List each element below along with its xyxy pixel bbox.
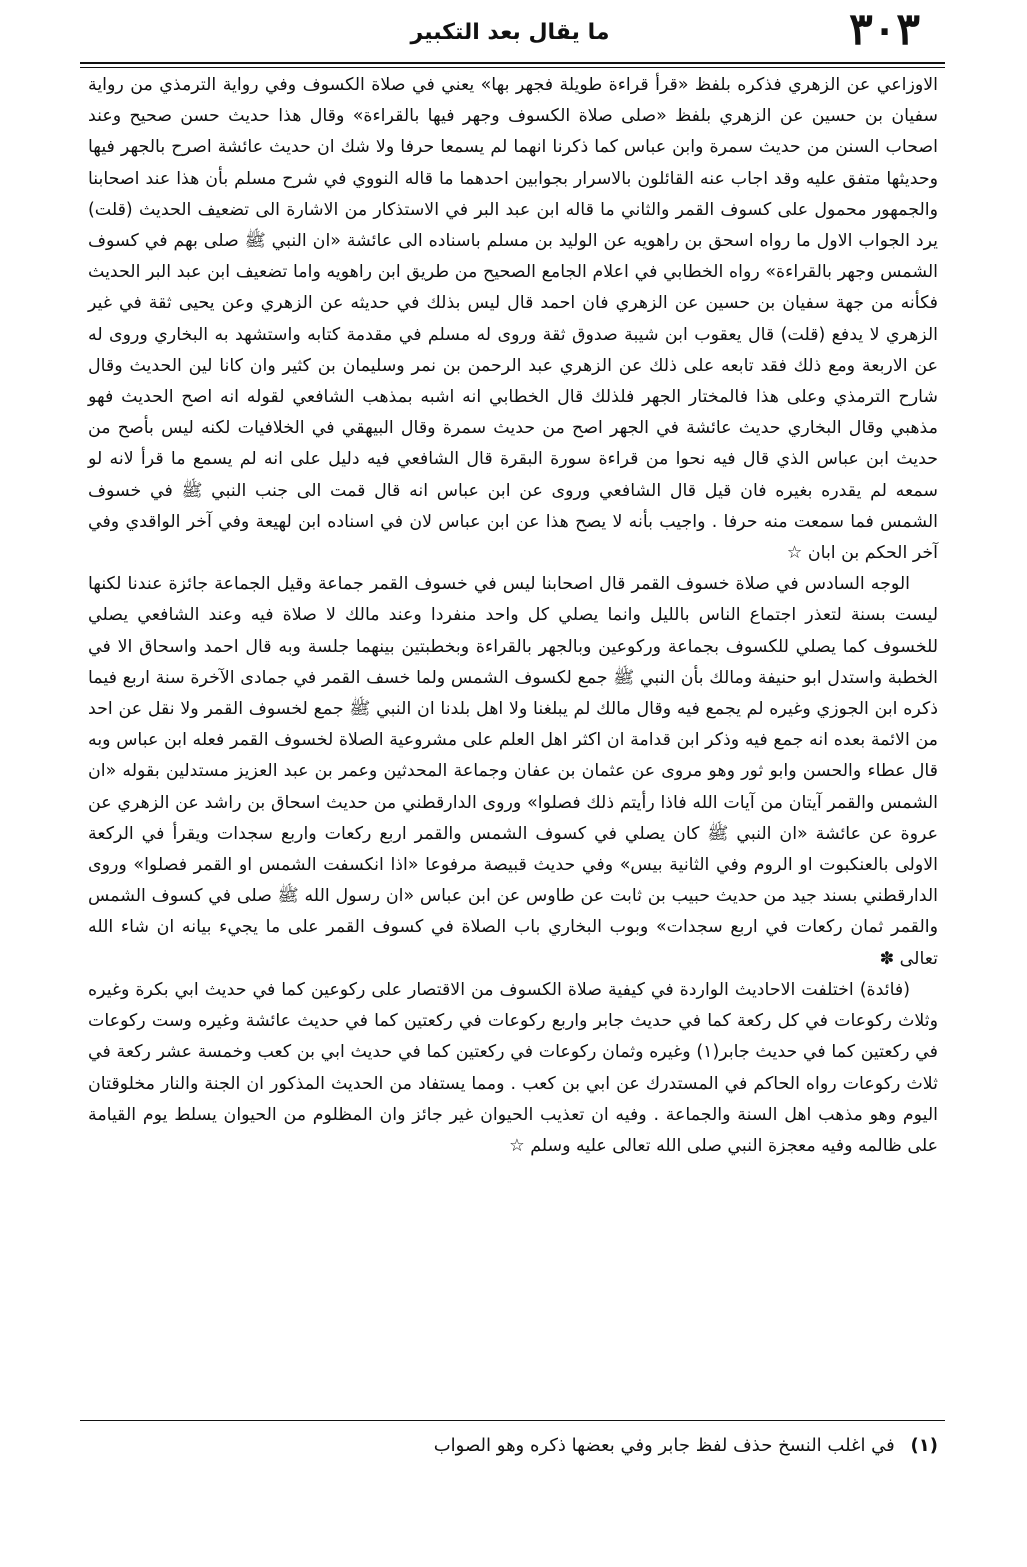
paragraph-1: الاوزاعي عن الزهري فذكره بلفظ «قرأ قراءة طويلة فجهر بها» يعني في صلاة الكسوف وفي رواية الترمذي من رواية سفيان بن حسين عن الزهري بلفظ «صلى صلاة الكسوف وجهر فيها بالقراءة» وقال هذا حديث حسن صحيح وعند اصحاب السنن من حديث سمرة وابن عباس كما ذكرنا انهما لم يسمعا حرفا ولا شك ان حديث عائشة اصرح بالجهر فيها وحديثها متفق عليه وقد اجاب عنه القائلون بالاسرار بجوابين احدهما ما قاله النووي في شرح مسلم بأن هذا عند اصحابنا والجمهور محمول على كسوف القمر والثاني ما قاله ابن عبد البر في الاستذكار من الاشارة الى تضعيف الحديث (قلت) يرد الجواب الاول ما رواه اسحق بن راهويه عن الوليد بن مسلم باسناده الى عائشة «ان النبي ﷺ صلى بهم في كسوف الشمس وجهر بالقراءة» رواه الخطابي في اعلام الجامع الصحيح من طريق ابن راهويه واما تضعيف ابن عبد البر الحديث فكأنه من جهة سفيان بن حسين عن الزهري فان احمد قال ليس بذلك في حديثه عن الزهري وعن يحيى ثقة في غير الزهري لا يدفع (قلت) قال يعقوب ابن شيبة صدوق ثقة وروى له مسلم في مقدمة كتابه واستشهد به البخاري وروى له عن الاربعة ومع ذلك فقد تابعه على ذلك عن الزهري عبد الرحمن بن نمر وسليمان بن كثير وان كانا لين الحديث وقال شارح الترمذي وعلى هذا فالمختار الجهر فلذلك قال الخطابي انه اشبه بمذهب الشافعي لقوله انه اصح الحديث فهو مذهبي وقال البخاري حديث عائشة في الجهر اصح من حديث سمرة وقال البيهقي في الخلافيات لكنه ليس بأصح من حديث ابن عباس الذي قال فيه نحوا من قراءة سورة البقرة قال الشافعي فيه دليل على انه لم يسمع ما قرأ لانه لو سمعه لم يقدره بغيره فان قيل قال الشافعي وروى عن ابن عباس انه قال قمت الى جنب النبي ﷺ في خسوف الشمس فما سمعت منه حرفا . واجيب بأنه لا يصح هذا عن ابن عباس لان في اسناده ابن لهيعة وفي آخر الواقدي وفي آخر الحكم بن ابان ☆ bbox=[88, 75, 938, 564]
page-header bbox=[80, 4, 940, 62]
paragraph-2: الوجه السادس في صلاة خسوف القمر قال اصحابنا ليس في خسوف القمر جماعة وقيل الجماعة جائزة عندنا لكنها ليست بسنة لتعذر اجتماع الناس بالليل وانما يصلي كل واحد منفردا وعند مالك لا صلاة فيه وعند الشافعي يصلي للخسوف كما يصلي للكسوف بجماعة وركوعين وبالجهر بالقراءة وبخطبتين بينهما جلسة وبه قال احمد واسحاق الا في الخطبة واستدل ابو حنيفة ومالك بأن النبي ﷺ جمع لكسوف الشمس ولما خسف القمر في جمادى الآخرة سنة اربع فيما ذكره ابن الجوزي وغيره لم يجمع فيه وقال مالك لم يبلغنا ولا اهل بلدنا ان النبي ﷺ جمع لخسوف القمر ولا نقل عن احد من الائمة بعده انه جمع فيه وذكر ابن قدامة ان اكثر اهل العلم على مشروعية الصلاة لخسوف القمر فعله ابن عباس وبه قال عطاء والحسن وابو ثور وهو مروى عن عثمان بن عفان وجماعة المحدثين وعمر بن عبد العزيز مستدلين بقوله «ان الشمس والقمر آيتان من آيات الله فاذا رأيتم ذلك فصلوا» وروى الدارقطني من حديث اسحاق بن راشد عن الزهري عن عروة عن عائشة «ان النبي ﷺ كان يصلي في كسوف الشمس والقمر اربع ركعات واربع سجدات ويقرأ في الركعة الاولى بالعنكبوت او الروم وفي الثانية بيس» وفي حديث قبيصة مرفوعا «اذا انكسفت الشمس او القمر فصلوا» وروى الدارقطني بسند جيد من حديث حبيب بن ثابت عن طاوس عن ابن عباس «ان رسول الله ﷺ صلى في كسوف الشمس والقمر ثمان ركعات في اربع سجدات» وبوب البخاري باب الصلاة في كسوف القمر على ما يجيء بيانه ان شاء الله تعالى ✽ bbox=[88, 574, 938, 969]
page-number: ٣٠٣ bbox=[849, 4, 920, 55]
main-text bbox=[88, 70, 938, 1162]
footnote-text: في اغلب النسخ حذف لفظ جابر وفي بعضها ذكره وهو الصواب bbox=[433, 1435, 895, 1456]
footnote-marker: (١) bbox=[910, 1435, 938, 1456]
running-title: ما يقال بعد التكبير bbox=[410, 20, 610, 45]
paragraph-3: (فائدة) اختلفت الاحاديث الواردة في كيفية صلاة الكسوف من الاقتصار على ركوعين كما في حديث ابي بكرة وغيره وثلاث ركوعات في كل ركعة كما في حديث جابر واربع ركوعات في ركعتين كما في حديث عائشة وغيره وست ركوعات في ركعتين كما في حديث جابر(١) وغيره وثمان ركوعات في ركعتين كما في حديث ابي بن كعب وخمسة عشر ركعة في ثلاث ركوعات رواه الحاكم في المستدرك عن ابي بن كعب . ومما يستفاد من الحديث المذكور ان الجنة والنار مخلوقتان اليوم وهو مذهب اهل السنة والجماعة . وفيه ان تعذيب الحيوان غير جائز وان المظلوم من الحيوان يسلط يوم القيامة على ظالمه وفيه معجزة النبي صلى الله تعالى عليه وسلم ☆ bbox=[88, 979, 938, 1156]
footnote bbox=[88, 1430, 938, 1462]
header-rule bbox=[80, 62, 945, 68]
footnote-rule bbox=[80, 1420, 945, 1421]
